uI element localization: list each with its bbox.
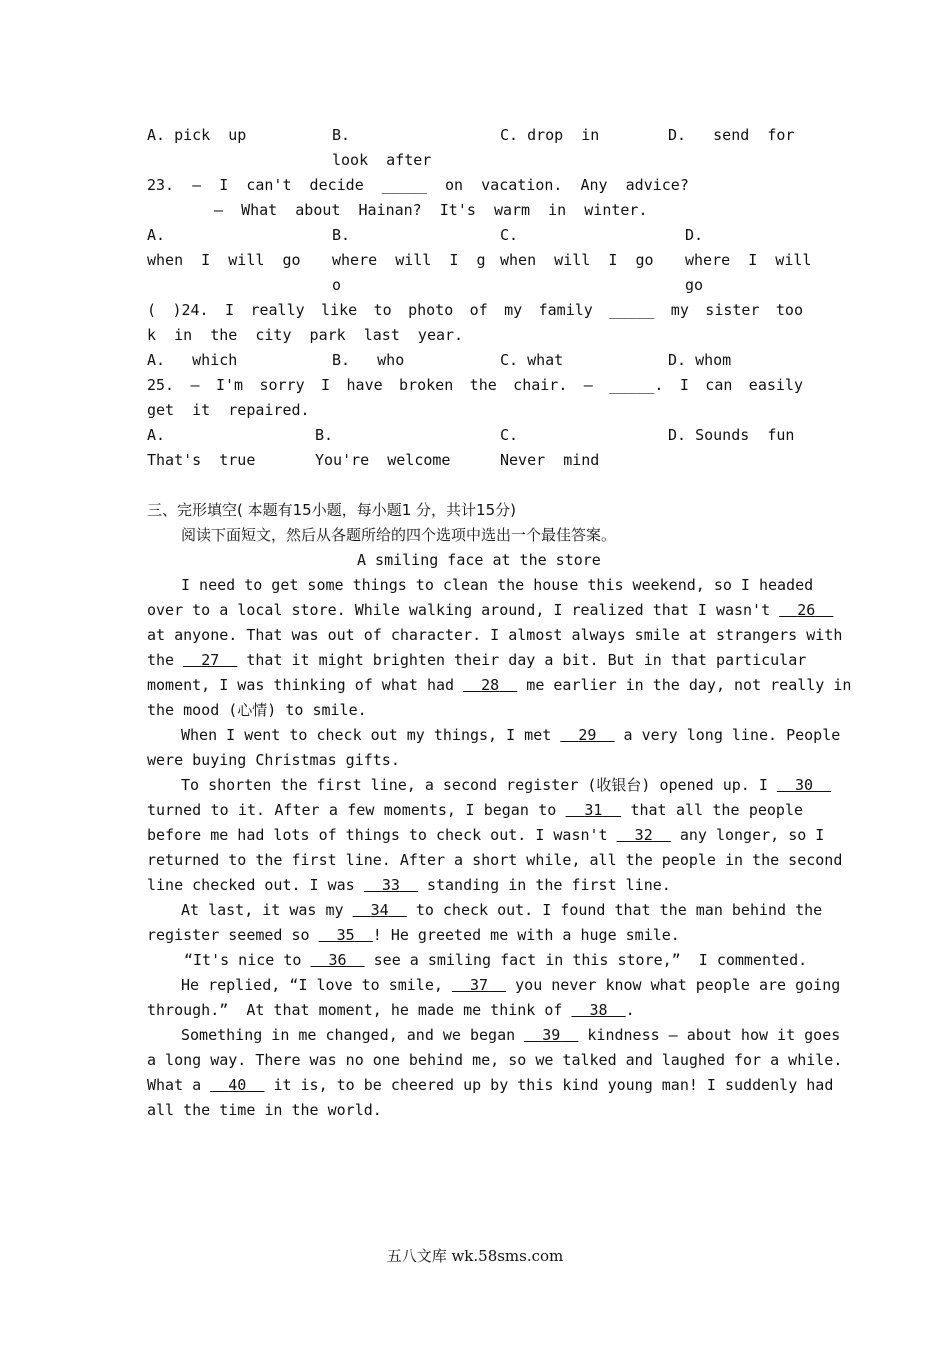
blank-33: 33 bbox=[381, 876, 400, 894]
passage-line: through.” At that moment, he made me think of 38 . bbox=[147, 1001, 635, 1019]
q22-option-d: D. send for bbox=[668, 126, 795, 144]
q22-option-c: C. drop in bbox=[500, 126, 600, 144]
blank-38: 38 bbox=[589, 1001, 608, 1019]
q22-option-a: A. pick up bbox=[147, 126, 247, 144]
passage-line: all the time in the world. bbox=[147, 1101, 382, 1119]
footer-watermark: 五八文库 wk.58sms.com bbox=[386, 1247, 564, 1265]
q25-stem-continued: get it repaired. bbox=[147, 401, 310, 419]
passage-line: What a 40 it is, to be cheered up by this kind young man! I suddenly had bbox=[147, 1076, 834, 1094]
q23-option-d-text: where I will bbox=[685, 251, 812, 269]
passage-line: moment, I was thinking of what had 28 me earlier in the day, not really in bbox=[147, 676, 852, 694]
passage-line: line checked out. I was 33 standing in the first line. bbox=[147, 876, 671, 894]
q24-option-a: A. which bbox=[147, 351, 238, 369]
q24-option-c: C. what bbox=[500, 351, 564, 369]
q25-option-c-label: C. bbox=[500, 426, 519, 444]
passage-line: I need to get some things to clean the house this weekend, so I headed bbox=[181, 576, 814, 594]
q25-option-a-label: A. bbox=[147, 426, 166, 444]
blank-37: 37 bbox=[470, 976, 489, 994]
passage-line bbox=[147, 598, 816, 623]
blank-30: 30 bbox=[794, 776, 814, 794]
blank-36: 36 bbox=[328, 951, 347, 969]
q24-stem: ( )24. I really like to photo of my family _____ my sister too bbox=[147, 301, 803, 319]
q23-option-b-text: where will I g bbox=[332, 251, 486, 269]
q25-option-b-label: B. bbox=[315, 426, 334, 444]
blank-26: 26 bbox=[797, 601, 816, 619]
q22-option-b-text: look after bbox=[332, 151, 432, 169]
blank-35: 35 bbox=[336, 926, 355, 944]
passage-line: at anyone. That was out of character. I almost always smile at strangers with bbox=[147, 626, 843, 644]
passage-line: before me had lots of things to check out. I wasn't 32 any longer, so I bbox=[147, 826, 825, 844]
blank-28: 28 bbox=[481, 676, 500, 694]
passage-line: the mood (心情) to smile. bbox=[147, 701, 367, 719]
q23-option-d-label: D. bbox=[685, 226, 704, 244]
q24-option-b: B. who bbox=[332, 351, 405, 369]
blank-32: 32 bbox=[634, 826, 653, 844]
passage-line: the 27 that it might brighten their day a bit. But in that particular bbox=[147, 651, 807, 669]
passage-line: a long way. There was no one behind me, so we talked and laughed for a while. bbox=[147, 1051, 843, 1069]
passage-line: returned to the first line. After a short while, all the people in the second bbox=[147, 851, 843, 869]
blank-39: 39 bbox=[542, 1026, 561, 1044]
blank-27: 27 bbox=[201, 651, 220, 669]
q23-option-b-wrap: o bbox=[332, 276, 342, 294]
passage-text: over to a local store. While walking around, I realized that I wasn't bbox=[147, 601, 771, 619]
q22-option-b-label: B. bbox=[332, 126, 351, 144]
q23-option-a-text: when I will go bbox=[147, 251, 301, 269]
passage-line: To shorten the first line, a second register (收银台) opened up. I 30 bbox=[181, 773, 803, 798]
section-instruction: 阅读下面短文，然后从各题所给的四个选项中选出一个最佳答案。 bbox=[181, 526, 617, 544]
passage-line: Something in me changed, and we began 39 kindness — about how it goes bbox=[181, 1026, 841, 1044]
q24-option-d: D. whom bbox=[668, 351, 732, 369]
passage-title: A smiling face at the store bbox=[357, 551, 601, 569]
passage-line: When I went to check out my things, I met 29 a very long line. People bbox=[181, 726, 841, 744]
blank-40: 40 bbox=[228, 1076, 247, 1094]
q25-option-d: D. Sounds fun bbox=[668, 426, 795, 444]
q23-option-b-label: B. bbox=[332, 226, 351, 244]
q23-option-c-text: when will I go bbox=[500, 251, 654, 269]
q23-option-d-wrap: go bbox=[685, 276, 704, 294]
q23-stem: 23. — I can't decide _____ on vacation. Any advice? bbox=[147, 176, 689, 194]
blank-31: 31 bbox=[584, 801, 603, 819]
q23-option-c-label: C. bbox=[500, 226, 519, 244]
passage-line: He replied, “I love to smile, 37 you never know what people are going bbox=[181, 976, 841, 994]
passage-line: were buying Christmas gifts. bbox=[147, 751, 400, 769]
blank-29: 29 bbox=[578, 726, 597, 744]
passage-line: At last, it was my 34 to check out. I found that the man behind the bbox=[181, 901, 823, 919]
q24-stem-continued: k in the city park last year. bbox=[147, 326, 464, 344]
q25-option-a-text: That's true bbox=[147, 451, 256, 469]
q25-option-b-text: You're welcome bbox=[315, 451, 451, 469]
section-heading: 三、完形填空( 本题有15小题，每小题1 分，共计15分) bbox=[147, 501, 516, 519]
q25-stem: 25. — I'm sorry I have broken the chair. — _____. I can easily bbox=[147, 376, 803, 394]
passage-line: register seemed so 35 ! He greeted me with a huge smile. bbox=[147, 926, 680, 944]
passage-line: “It's nice to 36 see a smiling fact in this store,” I commented. bbox=[184, 951, 808, 969]
q23-option-a-label: A. bbox=[147, 226, 166, 244]
q25-option-c-text: Never mind bbox=[500, 451, 600, 469]
q23-reply: — What about Hainan? It's warm in winter. bbox=[214, 201, 648, 219]
blank-34: 34 bbox=[370, 901, 389, 919]
passage-line: turned to it. After a few moments, I began to 31 that all the people bbox=[147, 801, 804, 819]
